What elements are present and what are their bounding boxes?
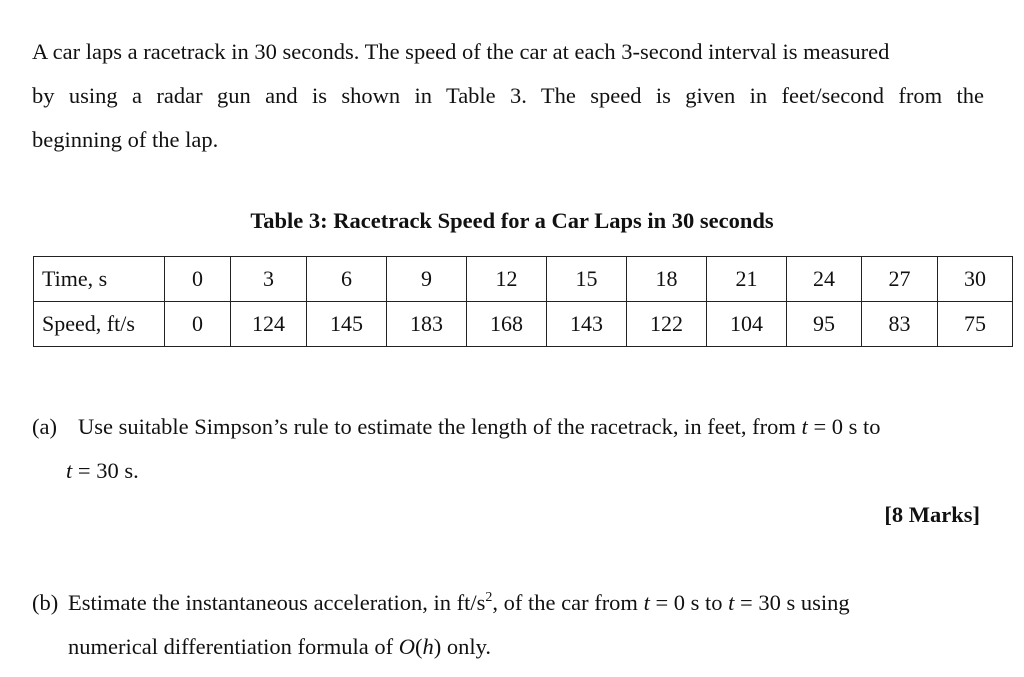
question-a-text: Use suitable Simpson’s rule to estimate the length of the racetrack, in feet, from bbox=[78, 414, 796, 439]
big-o-symbol: O bbox=[398, 634, 415, 659]
intro-line-3: beginning of the lap. bbox=[32, 127, 219, 152]
question-b-text: Estimate the instantaneous acceleration, in ft/s bbox=[68, 590, 486, 615]
speed-cell: 183 bbox=[387, 302, 467, 347]
question-a-end: = 30 s. bbox=[77, 458, 139, 483]
question-b-superscript: 2 bbox=[485, 590, 493, 605]
question-b-label: (b) bbox=[32, 590, 59, 615]
question-b-start: = 0 s to bbox=[655, 590, 723, 615]
time-cell: 21 bbox=[707, 257, 787, 302]
intro-line-1: A car laps a racetrack in 30 seconds. The speed of the car at each 3-second interval is measured bbox=[32, 39, 890, 64]
time-cell: 24 bbox=[787, 257, 862, 302]
question-a-line-1 bbox=[32, 414, 881, 440]
speed-table bbox=[33, 256, 1013, 347]
question-b-tail: only. bbox=[446, 634, 492, 659]
question-b-var: t bbox=[643, 590, 650, 615]
speed-cell: 143 bbox=[547, 302, 627, 347]
time-cell: 12 bbox=[467, 257, 547, 302]
question-b-text-2: numerical differentiation formula of bbox=[68, 634, 394, 659]
question-a-line-2 bbox=[66, 458, 139, 484]
time-row bbox=[34, 257, 1013, 302]
time-cell: 30 bbox=[938, 257, 1013, 302]
step-size-symbol: h bbox=[422, 634, 434, 659]
speed-row bbox=[34, 302, 1013, 347]
time-cell: 6 bbox=[307, 257, 387, 302]
question-a-var: t bbox=[801, 414, 808, 439]
speed-cell: 75 bbox=[938, 302, 1013, 347]
intro-line-2: by using a radar gun and is shown in Table 3. The speed is given in feet/second from the bbox=[32, 83, 984, 108]
question-a-start: = 0 s to bbox=[813, 414, 881, 439]
time-cell: 15 bbox=[547, 257, 627, 302]
question-a-label: (a) bbox=[32, 414, 57, 439]
speed-row-header: Speed, ft/s bbox=[34, 302, 165, 347]
time-row-header: Time, s bbox=[34, 257, 165, 302]
question-b-line-1 bbox=[32, 590, 850, 616]
question-b-text-mid: , of the car from bbox=[492, 590, 638, 615]
time-cell: 27 bbox=[862, 257, 938, 302]
time-cell: 3 bbox=[231, 257, 307, 302]
speed-cell: 0 bbox=[165, 302, 231, 347]
time-cell: 9 bbox=[387, 257, 467, 302]
speed-cell: 122 bbox=[627, 302, 707, 347]
speed-cell: 104 bbox=[707, 302, 787, 347]
speed-cell: 124 bbox=[231, 302, 307, 347]
question-b-end: = 30 s using bbox=[740, 590, 850, 615]
speed-cell: 145 bbox=[307, 302, 387, 347]
speed-cell: 95 bbox=[787, 302, 862, 347]
speed-cell: 83 bbox=[862, 302, 938, 347]
table-caption: Table 3: Racetrack Speed for a Car Laps in 30 seconds bbox=[250, 208, 774, 233]
problem-statement bbox=[32, 30, 984, 162]
speed-cell: 168 bbox=[467, 302, 547, 347]
question-b-var-2: t bbox=[728, 590, 735, 615]
time-cell: 18 bbox=[627, 257, 707, 302]
time-cell: 0 bbox=[165, 257, 231, 302]
question-a-var-2: t bbox=[66, 458, 73, 483]
question-b-line-2: numerical differentiation formula of O(h) only. bbox=[68, 634, 492, 659]
marks-label: [8 Marks] bbox=[884, 502, 980, 527]
